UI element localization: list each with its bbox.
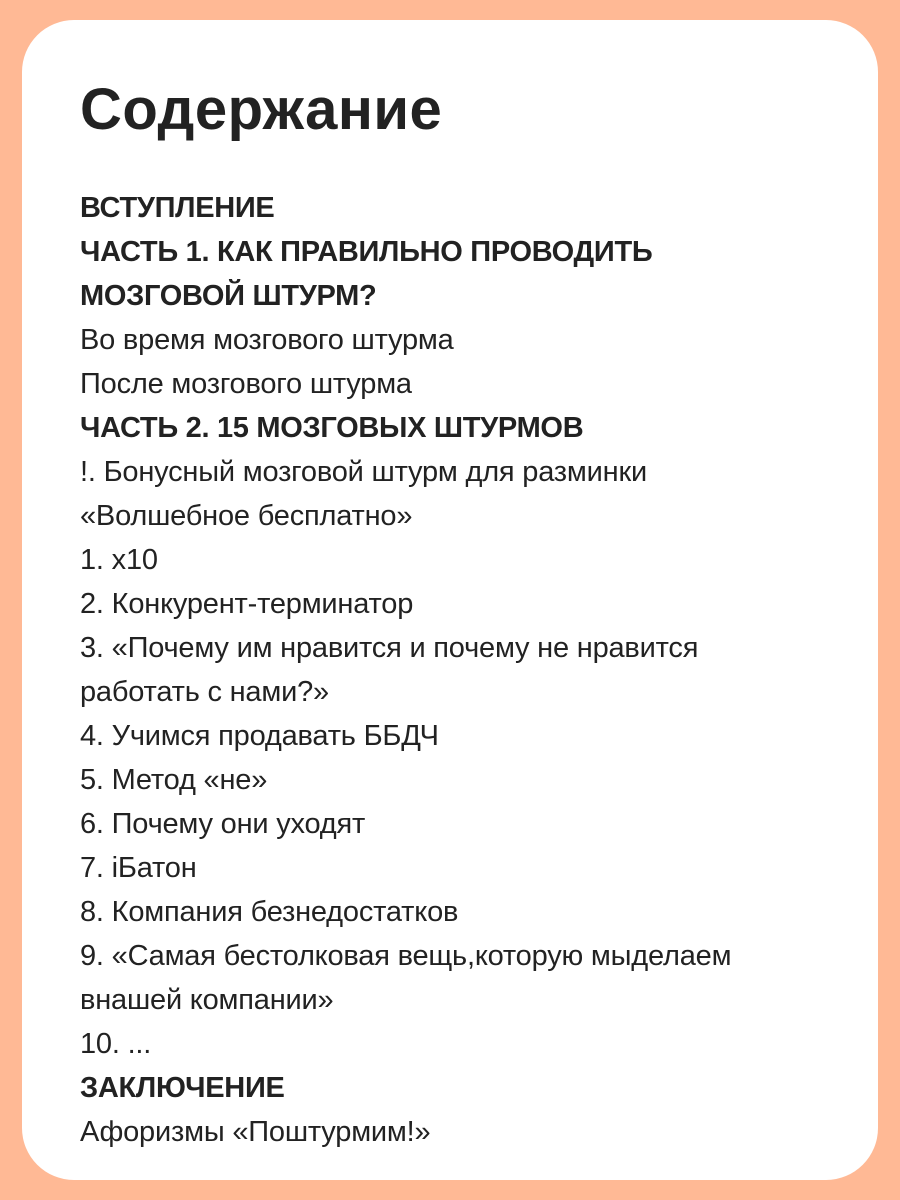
toc-item: 7. iБатон — [80, 852, 197, 884]
toc-heading-introduction: ВСТУПЛЕНИЕ — [80, 192, 275, 224]
table-of-contents — [80, 186, 840, 1154]
toc-item: Во время мозгового штурма — [80, 324, 454, 356]
toc-heading-part-2: ЧАСТЬ 2. 15 МОЗГОВЫХ ШТУРМОВ — [80, 412, 584, 444]
toc-item: Афоризмы «Поштурмим!» — [80, 1116, 431, 1148]
toc-heading-conclusion: ЗАКЛЮЧЕНИЕ — [80, 1072, 285, 1104]
toc-heading-part-1: ЧАСТЬ 1. КАК ПРАВИЛЬНО ПРОВОДИТЬ МОЗГОВОЙ ШТУРМ? — [80, 236, 653, 312]
toc-item: 9. «Самая бестолковая вещь,которую мыделаем внашей компании» — [80, 940, 732, 1016]
toc-item: 3. «Почему им нравится и почему не нравится работать с нами?» — [80, 632, 699, 708]
toc-item: 1. х10 — [80, 544, 158, 576]
page-title: Содержание — [80, 77, 443, 142]
toc-item: 10. ... — [80, 1028, 152, 1060]
toc-item: 2. Конкурент-терминатор — [80, 588, 414, 620]
toc-item: 4. Учимся продавать ББДЧ — [80, 720, 439, 752]
toc-item: После мозгового штурма — [80, 368, 412, 400]
toc-item: 5. Метод «не» — [80, 764, 268, 796]
toc-item: !. Бонусный мозговой штурм для разминки «Волшебное бесплатно» — [80, 456, 647, 532]
toc-item: 8. Компания безнедостатков — [80, 896, 459, 928]
toc-item: 6. Почему они уходят — [80, 808, 366, 840]
